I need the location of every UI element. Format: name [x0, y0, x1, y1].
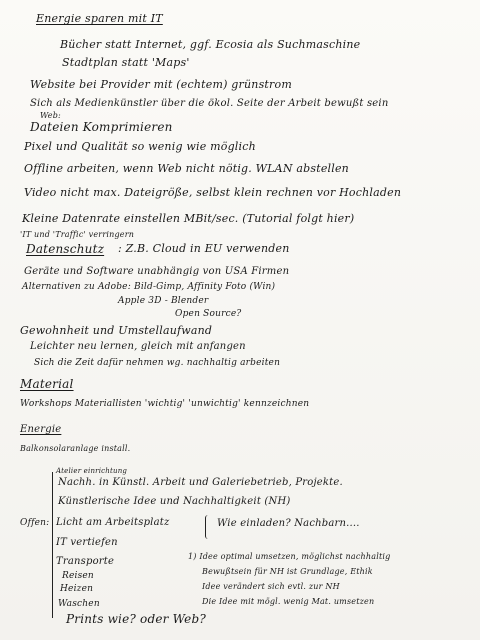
- note-line: Alternativen zu Adobe: Bild-Gimp, Affinity Foto (Win): [22, 282, 276, 292]
- note-line: Atelier einrichtung: [56, 467, 128, 475]
- note-brace: [205, 515, 212, 539]
- note-line: 'IT und 'Traffic' verringern: [20, 230, 135, 239]
- note-line: : Z.B. Cloud in EU verwenden: [118, 242, 290, 255]
- note-line: Künstlerische Idee und Nachhaltigkeit (NH): [58, 496, 291, 507]
- note-line: Website bei Provider mit (echtem) grünstrom: [30, 78, 292, 91]
- note-line: Sich als Medienkünstler über die ökol. Seite der Arbeit bewußt sein: [30, 98, 389, 109]
- note-line: Heizen: [60, 584, 94, 594]
- note-side-line: Bewußtsein für NH ist Grundlage, Ethik: [202, 567, 373, 576]
- note-line: Workshops Materiallisten 'wichtig' 'unwichtig' kennzeichnen: [20, 399, 310, 409]
- note-side-line: Idee verändert sich evtl. zur NH: [202, 582, 340, 591]
- note-line: Apple 3D - Blender: [118, 296, 209, 306]
- note-line: Waschen: [58, 599, 100, 609]
- note-line: Wie einladen? Nachbarn....: [217, 518, 360, 529]
- note-side-line: Die Idee mit mögl. wenig Mat. umsetzen: [202, 597, 375, 606]
- note-line: Sich die Zeit dafür nehmen wg. nachhaltig arbeiten: [34, 358, 281, 368]
- note-line: Web:: [40, 111, 61, 120]
- note-line: Bücher statt Internet, ggf. Ecosia als Suchmaschine: [60, 38, 361, 51]
- note-title: Energie sparen mit IT: [36, 12, 163, 25]
- note-label-offen: Offen:: [20, 518, 50, 528]
- note-line: Geräte und Software unabhängig von USA Firmen: [24, 266, 290, 277]
- note-heading-material: Material: [20, 377, 74, 391]
- note-heading-energie: Energie: [20, 424, 62, 435]
- note-line: Dateien Komprimieren: [30, 120, 173, 134]
- note-bracket: [52, 472, 53, 618]
- note-line: IT vertiefen: [56, 537, 118, 548]
- note-line: Video nicht max. Dateigröße, selbst klein rechnen vor Hochladen: [24, 186, 402, 199]
- note-line: Gewohnheit und Umstellaufwand: [20, 324, 213, 337]
- note-line: Pixel und Qualität so wenig wie möglich: [24, 140, 256, 153]
- note-line: Balkonsolaranlage install.: [20, 444, 131, 453]
- note-line: Leichter neu lernen, gleich mit anfangen: [30, 341, 246, 352]
- note-heading-datenschutz: Datenschutz: [26, 242, 105, 256]
- note-line: Prints wie? oder Web?: [66, 612, 206, 626]
- note-line: Reisen: [62, 571, 94, 581]
- note-line: Kleine Datenrate einstellen MBit/sec. (Tutorial folgt hier): [22, 212, 355, 225]
- note-line: Open Source?: [175, 309, 242, 319]
- note-line: Transporte: [56, 556, 115, 567]
- note-line: Nachh. in Künstl. Arbeit und Galeriebetrieb, Projekte.: [58, 477, 343, 488]
- note-line: Licht am Arbeitsplatz: [56, 517, 170, 528]
- note-side-line: 1) Idee optimal umsetzen, möglichst nachhaltig: [188, 552, 391, 561]
- note-line: Offline arbeiten, wenn Web nicht nötig. WLAN abstellen: [24, 162, 349, 175]
- note-line: Stadtplan statt 'Maps': [62, 56, 190, 69]
